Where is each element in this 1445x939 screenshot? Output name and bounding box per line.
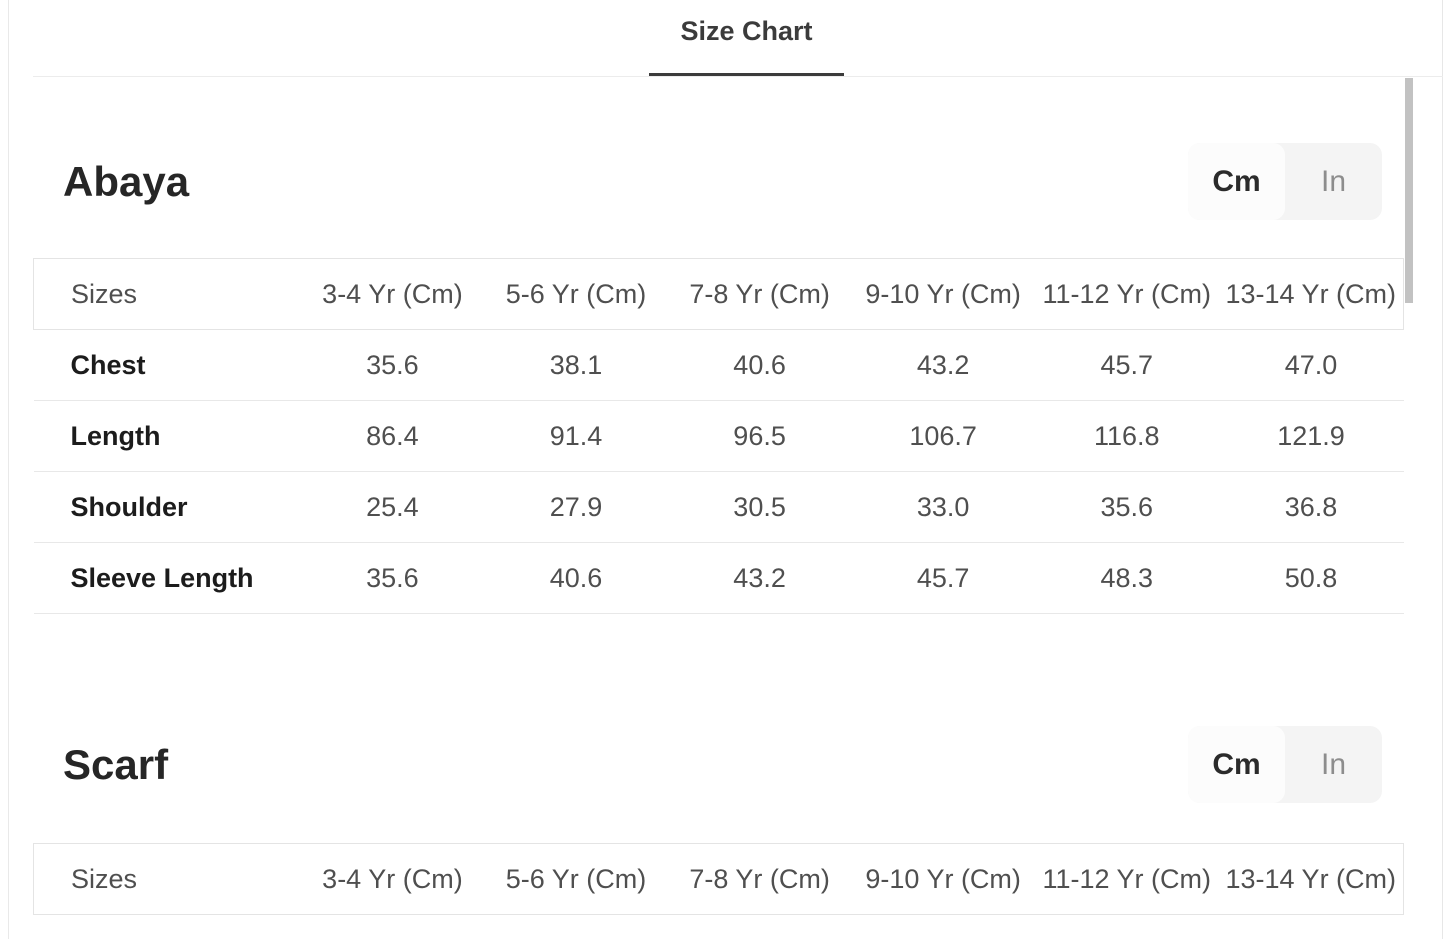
cm-button[interactable]: Cm: [1188, 726, 1285, 803]
column-header: Sizes: [34, 844, 301, 915]
table-row: [34, 472, 1404, 543]
cell-value: 35.6: [301, 330, 485, 401]
column-header: 9-10 Yr (Cm): [851, 844, 1035, 915]
column-header: 3-4 Yr (Cm): [301, 259, 485, 330]
section-header-scarf: [33, 726, 1404, 803]
size-chart-content: [33, 143, 1404, 915]
column-header: 11-12 Yr (Cm): [1035, 259, 1219, 330]
cell-value: 45.7: [851, 543, 1035, 614]
table-row: [34, 543, 1404, 614]
cell-value: 27.9: [484, 472, 668, 543]
cell-value: 121.9: [1219, 401, 1404, 472]
cm-button[interactable]: Cm: [1188, 143, 1285, 220]
tab-bar: [0, 0, 1445, 77]
cell-value: 38.1: [484, 330, 668, 401]
cell-value: 25.4: [301, 472, 485, 543]
row-label: Shoulder: [34, 472, 301, 543]
section-title: Scarf: [63, 740, 169, 788]
column-header: 5-6 Yr (Cm): [484, 259, 668, 330]
cell-value: 86.4: [301, 401, 485, 472]
size-table-abaya: [33, 258, 1404, 614]
cell-value: 33.0: [851, 472, 1035, 543]
cell-value: 36.8: [1219, 472, 1404, 543]
unit-toggle[interactable]: [1188, 726, 1382, 803]
column-header: 11-12 Yr (Cm): [1035, 844, 1219, 915]
cell-value: 40.6: [484, 543, 668, 614]
cell-value: 40.6: [668, 330, 852, 401]
column-header: Sizes: [34, 259, 301, 330]
section-title: Abaya: [63, 157, 190, 205]
row-label: Chest: [34, 330, 301, 401]
cell-value: 47.0: [1219, 330, 1404, 401]
cell-value: 91.4: [484, 401, 668, 472]
column-header: 5-6 Yr (Cm): [484, 844, 668, 915]
size-table-scarf: [33, 843, 1404, 915]
cell-value: 106.7: [851, 401, 1035, 472]
cell-value: 30.5: [668, 472, 852, 543]
panel-right-edge: [1442, 0, 1443, 939]
cell-value: 35.6: [1035, 472, 1219, 543]
cell-value: 96.5: [668, 401, 852, 472]
table-row: [34, 401, 1404, 472]
tab-bar-divider: [33, 76, 1443, 77]
column-header: 13-14 Yr (Cm): [1219, 259, 1404, 330]
column-header: 9-10 Yr (Cm): [851, 259, 1035, 330]
unit-toggle[interactable]: [1188, 143, 1382, 220]
section-header-abaya: [33, 143, 1404, 220]
cell-value: 116.8: [1035, 401, 1219, 472]
cell-value: 45.7: [1035, 330, 1219, 401]
panel-left-edge: [8, 0, 9, 939]
row-label: Sleeve Length: [34, 543, 301, 614]
cell-value: 43.2: [668, 543, 852, 614]
cell-value: 35.6: [301, 543, 485, 614]
column-header: 3-4 Yr (Cm): [301, 844, 485, 915]
table-row: [34, 330, 1404, 401]
in-button[interactable]: In: [1320, 164, 1347, 198]
cell-value: 43.2: [851, 330, 1035, 401]
table-header-row: [34, 259, 1404, 330]
cell-value: 48.3: [1035, 543, 1219, 614]
column-header: 7-8 Yr (Cm): [668, 259, 852, 330]
tab-size-chart[interactable]: Size Chart: [649, 0, 844, 77]
cell-value: 50.8: [1219, 543, 1404, 614]
row-label: Length: [34, 401, 301, 472]
scrollbar-thumb[interactable]: [1405, 78, 1413, 303]
column-header: 7-8 Yr (Cm): [668, 844, 852, 915]
table-header-row: [34, 844, 1404, 915]
column-header: 13-14 Yr (Cm): [1219, 844, 1404, 915]
in-button[interactable]: In: [1320, 747, 1347, 781]
